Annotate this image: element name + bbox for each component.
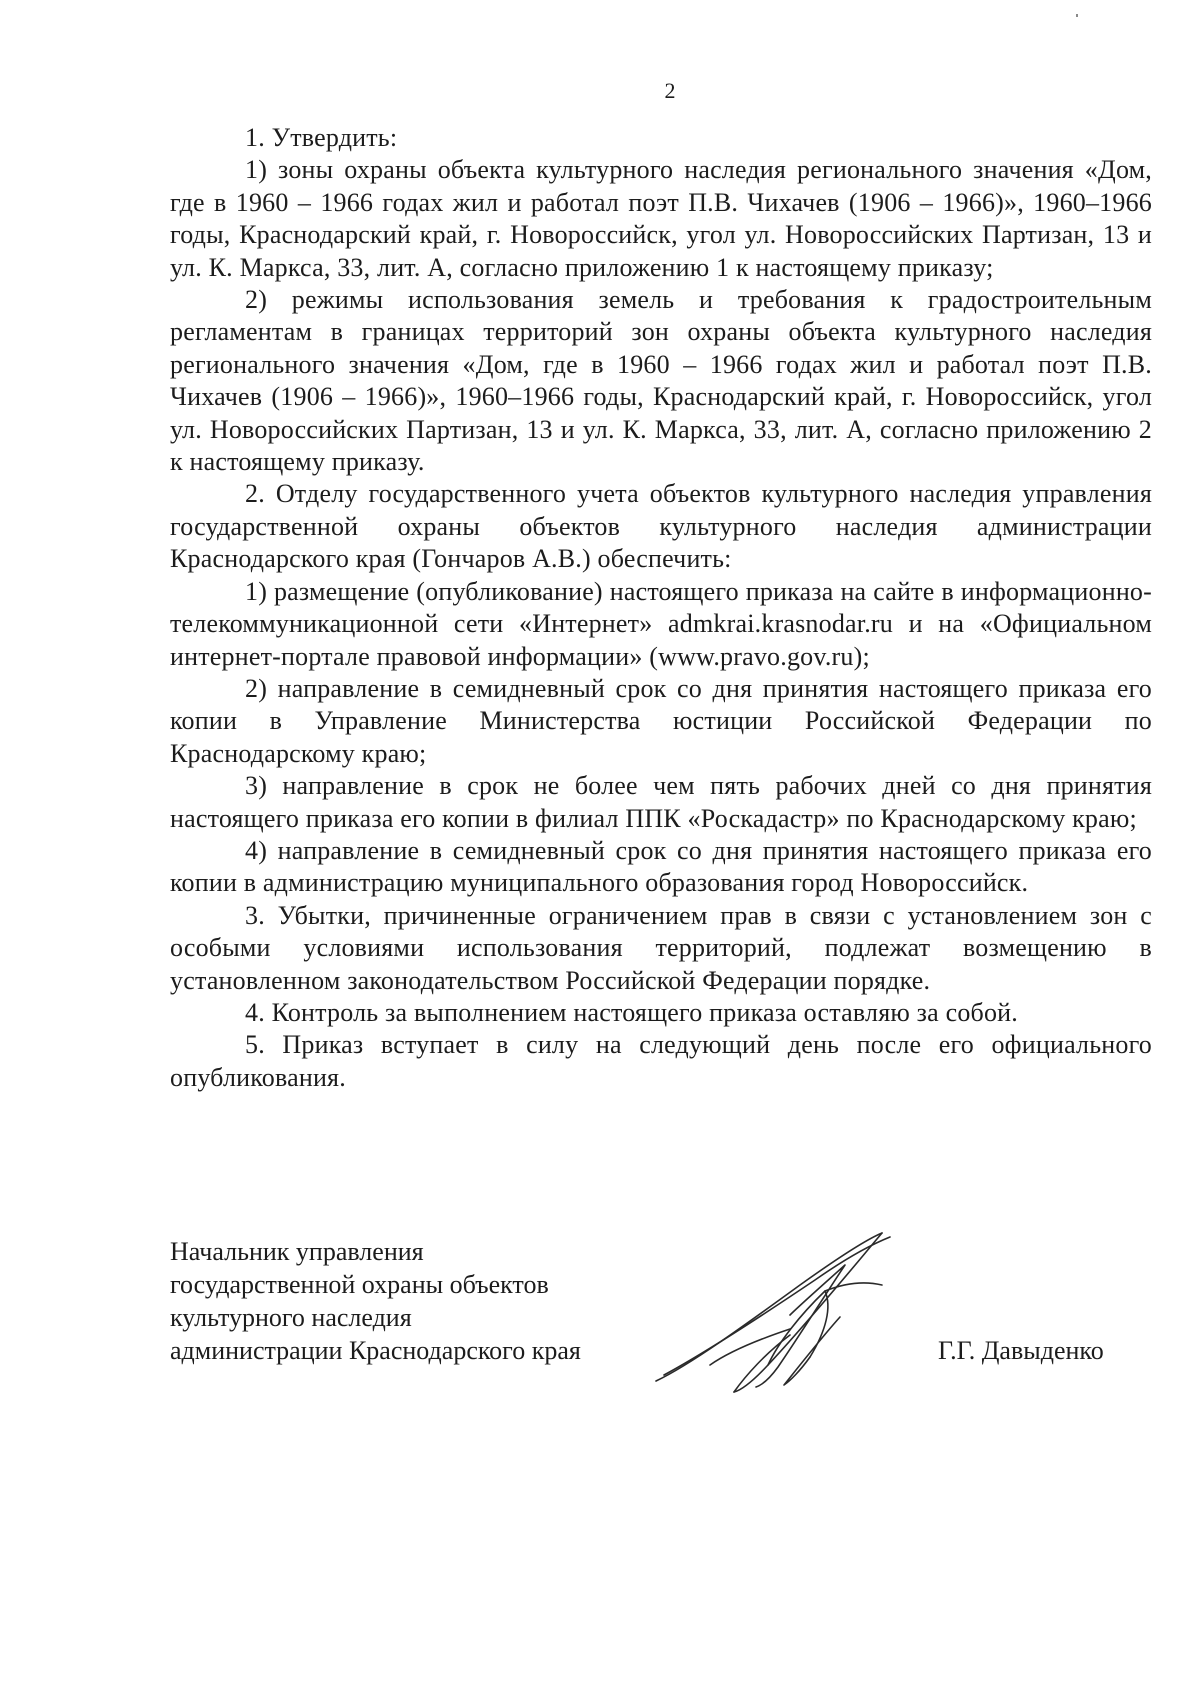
document-body xyxy=(170,122,1152,1094)
signature-block xyxy=(170,1235,1170,1435)
scan-artifact xyxy=(1076,14,1078,17)
paragraph-subitem-ministry-justice: 2) направление в семидневный срок со дня принятия настоящего приказа его копии в Управление Министерства юстиции Российской Федерации по Краснодарскому краю; xyxy=(170,673,1152,768)
signatory-title-line: государственной охраны объектов xyxy=(170,1270,549,1299)
paragraph-subitem-publication: 1) размещение (опубликование) настоящего приказа на сайте в информационно-телекоммуникационной сети «Интернет» admkrai.krasnodar.ru и на «Официальном интернет-портале правовой информации» (www.pravo.gov.ru); xyxy=(170,576,1152,671)
paragraph-subitem-regimes: 2) режимы использования земель и требования к градостроительным регламентам в границах территорий зон охраны объекта культурного наследия регионального значения «Дом, где в 1960 – 1966 годах жил и работал поэт П.В. Чихачев (1906 – 1966)», 1960–1966 годы, Краснодарский край, г. Новороссийск, угол ул. Новороссийских Партизан, 13 и ул. К. Маркса, 33, лит. А, согласно приложению 2 к настоящему приказу. xyxy=(170,285,1152,477)
signatory-title-line: администрации Краснодарского края xyxy=(170,1336,581,1365)
handwritten-signature-icon xyxy=(650,1225,900,1400)
paragraph-item-5-effect: 5. Приказ вступает в силу на следующий день после его официального опубликования. xyxy=(170,1030,1152,1092)
paragraph-item-3-losses: 3. Убытки, причиненные ограничением прав в связи с установлением зон с особыми условиями использования территорий, подлежат возмещению в установленном законодательством Российской Федерации порядке. xyxy=(170,900,1152,995)
paragraph-subitem-zones: 1) зоны охраны объекта культурного наследия регионального значения «Дом, где в 1960 – 1966 годах жил и работал поэт П.В. Чихачев (1906 – 1966)», 1960–1966 годы, Краснодарский край, г. Новороссийск, угол ул. Новороссийских Партизан, 13 и ул. К. Маркса, 33, лит. А, согласно приложению 1 к настоящему приказу; xyxy=(170,155,1152,282)
paragraph-subitem-roskadastr: 3) направление в срок не более чем пять рабочих дней со дня принятия настоящего приказа его копии в филиал ППК «Роскадастр» по Краснодарскому краю; xyxy=(170,771,1152,833)
paragraph-item-2-department: 2. Отделу государственного учета объектов культурного наследия управления государственной охраны объектов культурного наследия администрации Краснодарского края (Гончаров А.В.) обеспечить: xyxy=(170,479,1152,574)
signatory-title-line: культурного наследия xyxy=(170,1303,412,1332)
paragraph-item-1-approve: 1. Утвердить: xyxy=(245,123,398,152)
signatory-title-line: Начальник управления xyxy=(170,1237,424,1266)
signatory-name: Г.Г. Давыденко xyxy=(938,1336,1104,1365)
paragraph-subitem-administration: 4) направление в семидневный срок со дня принятия настоящего приказа его копии в администрацию муниципального образования город Новороссийск. xyxy=(170,835,1152,898)
page-number: 2 xyxy=(664,78,676,103)
paragraph-item-4-control: 4. Контроль за выполнением настоящего приказа оставляю за собой. xyxy=(245,997,1018,1027)
